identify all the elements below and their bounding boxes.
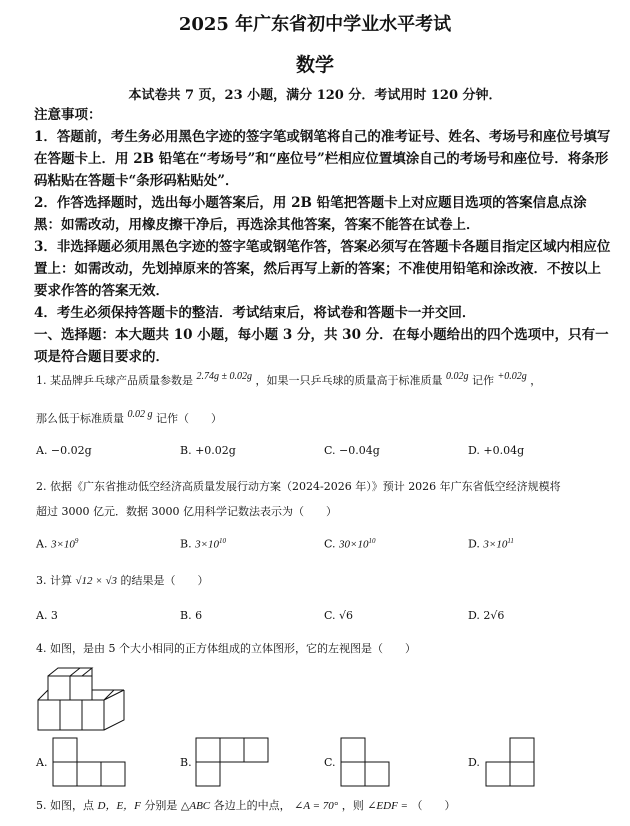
q5-math-points: D，E，F xyxy=(97,800,141,812)
q2-option-c[interactable]: C. $30\times 10^{10}$ xyxy=(324,537,376,551)
q4-option-a-figure[interactable] xyxy=(52,737,130,789)
q4-option-c[interactable]: C. xyxy=(324,756,336,769)
note-item-3: 3．非选择题必须用黑色字迹的签字笔或钢笔作答，答案必须写在答题卡各题目指定区域内相应位置上：如需改动，先划掉原来的答案，然后再写上新的答案；不准使用铅笔和涂改液．不按以上要求作答的答案无效． xyxy=(34,239,611,299)
q1-text-c: 记作 xyxy=(472,374,494,387)
q2-option-b[interactable]: B. $3\times 10^{10}$ xyxy=(180,537,227,551)
question-2-line-1: 2. 依据《广东省推动低空经济高质量发展行动方案（2024-2026 年）》预计 2026 年广东省低空经济规模将 xyxy=(36,480,561,493)
q3-option-c[interactable]: C. √6 xyxy=(324,609,354,622)
q3-option-b[interactable]: B. 6 xyxy=(180,609,203,622)
q5-text-a: 5. 如图，点 xyxy=(36,799,94,812)
q1-math-param: 2.74g ± 0.02g xyxy=(196,371,252,382)
notes-block xyxy=(34,104,612,368)
q2-option-a[interactable]: A. $3\times 10^9$ xyxy=(36,537,79,551)
question-5 xyxy=(36,797,455,813)
exam-meta: 本试卷共 7 页，23 小题，满分 120 分．考试用时 120 分钟． xyxy=(128,88,502,103)
q4-solid-figure xyxy=(36,664,130,732)
q2-option-d[interactable]: D. $3\times 10^{11}$ xyxy=(468,537,514,551)
q5-text-d: ，则 xyxy=(341,799,364,812)
question-2-line-2: 超过 3000 亿元．数据 3000 亿用科学记数法表示为（ ） xyxy=(36,505,337,518)
q1-text-b: ，如果一只乒乓球的质量高于标准质量 xyxy=(255,374,443,387)
question-1-line-1 xyxy=(36,372,541,388)
q1-text-d: ， xyxy=(530,374,542,387)
q4-option-a[interactable]: A. xyxy=(36,756,48,769)
q1-text-a: 1. 某品牌乒乓球产品质量参数是 xyxy=(36,374,193,387)
q3-text-b: 的结果是（ ） xyxy=(120,574,209,587)
note-item-1: 1．答题前，考生务必用黑色字迹的签字笔或钢笔将自己的准考证号、姓名、考场号和座位号填写在答题卡上．用 2B 铅笔在“考场号”和“座位号”栏相应位置填涂自己的考场号和座位号．将条形码粘贴在答题卡“条形码粘贴处”． xyxy=(34,129,611,189)
q3-option-d[interactable]: D. 2√6 xyxy=(468,609,505,622)
q3-text-a: 3. 计算 xyxy=(36,574,72,587)
notes-heading: 注意事项： xyxy=(34,107,102,123)
q5-math-triangle: △ABC xyxy=(180,800,211,812)
q4-option-b-figure[interactable] xyxy=(195,737,273,789)
note-item-4: 4．考生必须保持答题卡的整洁．考试结束后，将试卷和答题卡一并交回． xyxy=(34,305,476,321)
question-3 xyxy=(36,572,209,588)
q1-math-record: +0.02g xyxy=(497,371,527,382)
q1-option-d[interactable]: D. +0.04g xyxy=(468,444,525,457)
question-1-line-2 xyxy=(36,410,222,426)
exam-title: 2025 年广东省初中学业水平考试 xyxy=(178,14,452,35)
q5-math-angle-edf: ∠EDF = xyxy=(367,800,408,812)
note-item-2: 2．作答选择题时，选出每小题答案后，用 2B 铅笔把答题卡上对应题目选项的答案信息点涂黑：如需改动，用橡皮擦干净后，再选涂其他答案，答案不能答在试卷上． xyxy=(34,195,587,233)
section-heading: 一、选择题：本大题共 10 小题，每小题 3 分，共 30 分．在每小题给出的四个选项中，只有一项是符合题目要求的． xyxy=(34,327,609,365)
q5-text-e: （ ） xyxy=(411,799,456,812)
q4-option-d-figure[interactable] xyxy=(485,737,541,789)
q5-math-angle-a: ∠A = 70° xyxy=(294,800,339,812)
q4-option-b[interactable]: B. xyxy=(180,756,192,769)
q1-math-below: 0.02 g xyxy=(127,409,153,420)
q4-option-c-figure[interactable] xyxy=(340,737,396,789)
q1-math-above: 0.02g xyxy=(446,371,469,382)
q1-option-a[interactable]: A. −0.02g xyxy=(36,444,92,457)
q5-text-c: 各边上的中点， xyxy=(213,799,291,812)
q1-text-f: 记作（ ） xyxy=(156,412,222,425)
q3-math-expression: √12 × √3 xyxy=(75,575,117,587)
q5-text-b: 分别是 xyxy=(144,799,178,812)
q1-option-b[interactable]: B. +0.02g xyxy=(180,444,236,457)
exam-subject: 数学 xyxy=(295,54,334,76)
question-4: 4. 如图，是由 5 个大小相同的正方体组成的立体图形，它的左视图是（ ） xyxy=(36,642,416,655)
q4-option-d[interactable]: D. xyxy=(468,756,480,769)
q3-option-a[interactable]: A. 3 xyxy=(36,609,58,622)
q1-option-c[interactable]: C. −0.04g xyxy=(324,444,380,457)
q1-text-e: 那么低于标准质量 xyxy=(36,412,124,425)
